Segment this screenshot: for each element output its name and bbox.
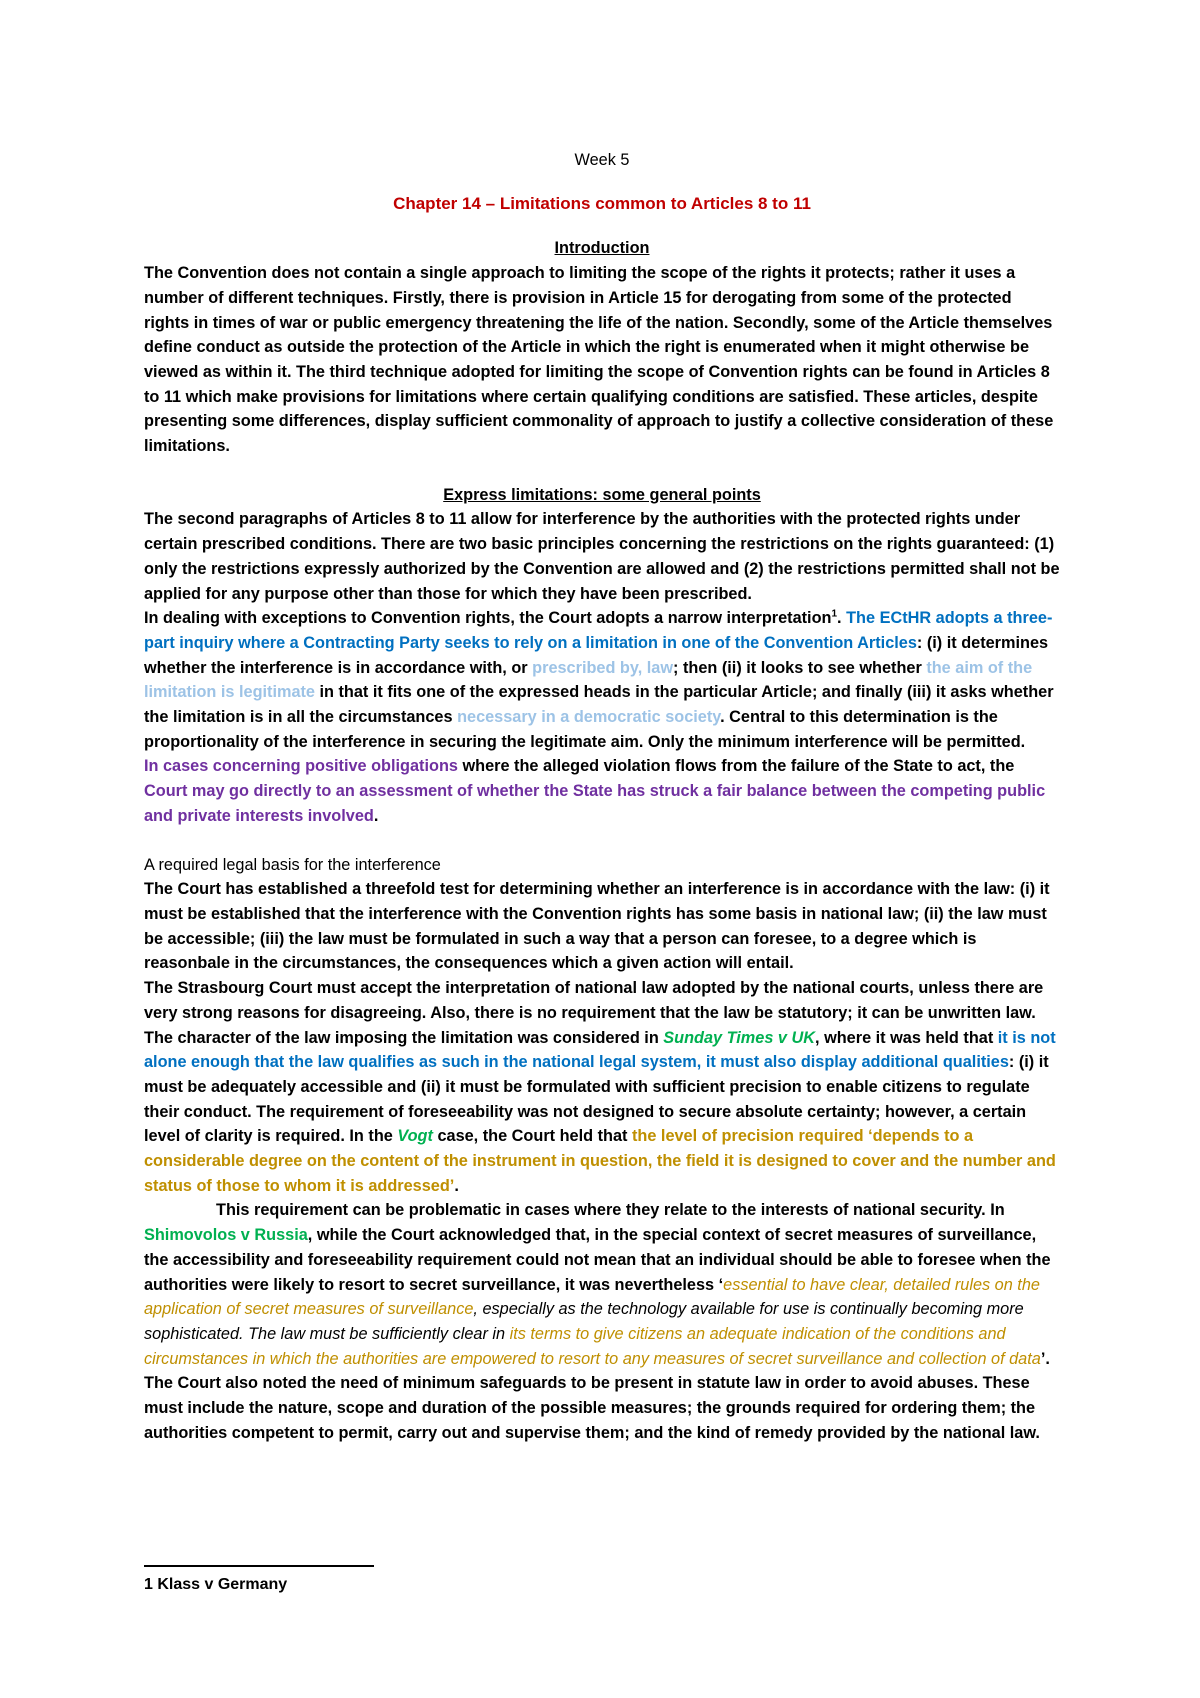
highlight-additional-qualities: it is not alone enough that the law qualifies as such in the national legal system, it must also display additional qualities — [144, 1028, 1056, 1072]
text-run: This requirement can be problematic in cases where they relate to the interests of national security. In — [216, 1201, 1005, 1220]
legal-basis-paragraph-1: The Court has established a threefold test for determining whether an interference is in accordance with the law: (i) it must be established that the interference with the Convention rights has some basis in national law; (ii) the law must be accessible; (iii) the law must be formulated in such a way that a person can foresee, to a degree which is reasonbale in the circumstances, the consequences which a given action will entail. — [144, 880, 1050, 973]
introduction-heading: Introduction — [554, 239, 650, 258]
legal-basis-paragraph-3 — [144, 1198, 1060, 1445]
quote-adequate-indication: its terms to give citizens an adequate indication of the conditions and circumstances in which the authorities are empowered to resort to any measures of secret surveillance and collection of data — [144, 1324, 1041, 1368]
highlight-necessary-democratic-society: necessary in a democratic society — [457, 708, 721, 727]
text-run: ’. The Court also noted the need of minimum safeguards to be present in statute law in order to avoid abuses. These must include the nature, scope and duration of the possible measures; the grounds required for ordering them; the authorities competent to permit, carry out and supervise them; and the kind of remedy provided by the national law. — [144, 1349, 1050, 1442]
case-vogt: Vogt — [397, 1127, 433, 1146]
text-run: In dealing with exceptions to Convention rights, the Court adopts a narrow interpretation — [144, 609, 832, 628]
document-body — [144, 148, 1060, 1445]
highlight-fair-balance: Court may go directly to an assessment of whether the State has struck a fair balance between the competing public and private interests involved — [144, 782, 1046, 825]
case-shimovolos: Shimovolos v Russia — [144, 1226, 308, 1245]
express-limitations-paragraph-1: The second paragraphs of Articles 8 to 11 allow for interference by the authorities with the protected rights under certain prescribed conditions. There are two basic principles concerning the restrictions on the rights guaranteed: (1) only the restrictions expressly authorized by the Convention are allowed and (2) the restrictions permitted shall not be applied for any purpose other than those for which they have been prescribed. — [144, 510, 1060, 603]
quote-technology: , especially as the technology available for use is continually becoming more sophisticated. The law must be sufficiently clear in — [144, 1300, 1024, 1343]
text-run: ; then (ii) it looks to see whether — [673, 658, 927, 677]
highlight-positive-obligations: In cases concerning positive obligations — [144, 757, 458, 776]
legal-basis-paragraph-2 — [144, 976, 1060, 1198]
highlight-level-of-precision: the level of precision required ‘depends to a considerable degree on the content of the instrument in question, the field it is designed to cover and the number and status of those to whom it is addressed’ — [144, 1127, 1056, 1195]
footnote-1: 1 Klass v Germany — [144, 1576, 288, 1593]
introduction-paragraph: The Convention does not contain a single approach to limiting the scope of the rights it protects; rather it uses a number of different techniques. Firstly, there is provision in Article 15 for derogating from some of the protected rights in times of war or public emergency threatening the life of the nation. Secondly, some of the Article themselves define conduct as outside the protection of the Article in which the right is enumerated when it might otherwise be viewed as within it. The third technique adopted for limiting the scope of Convention rights can be found in Articles 8 to 11 which make provisions for limitations where certain qualifying conditions are satisfied. These articles, despite presenting some differences, display sufficient commonality of approach to justify a collective consideration of these limitations. — [144, 264, 1054, 456]
text-run: . — [373, 806, 379, 825]
text-run: in that it fits one of the expressed heads in the particular Article; and finally (iii) it asks whether the limitation is in all the circumstances — [144, 683, 1054, 727]
week-title: Week 5 — [574, 151, 630, 169]
highlight-three-part-inquiry: The ECtHR adopts a three-part inquiry where a Contracting Party seeks to rely on a limitation in one of the Convention Articles — [144, 609, 1053, 652]
case-sunday-times: Sunday Times v UK — [663, 1028, 816, 1047]
legal-basis-heading: A required legal basis for the interference — [144, 855, 441, 874]
text-run: where the alleged violation flows from the failure of the State to act, the — [457, 757, 1015, 776]
quote-clear-detailed-rules: essential to have clear, detailed rules on the application of secret measures of surveillance — [144, 1275, 1040, 1319]
express-limitations-paragraph-2 — [144, 606, 1060, 754]
text-run: . — [837, 609, 847, 628]
chapter-title: Chapter 14 – Limitations common to Articles 8 to 11 — [393, 193, 811, 213]
express-limitations-heading: Express limitations: some general points — [443, 485, 761, 504]
text-run: : (i) it determines whether the interference is in accordance with, or — [144, 633, 1049, 677]
text-run: case, the Court held that — [432, 1127, 632, 1146]
footnote-reference: 1 — [831, 608, 838, 620]
text-run: , where it was held that — [815, 1028, 998, 1047]
highlight-prescribed-by-law: prescribed by, law — [532, 658, 674, 677]
footnote-separator — [144, 1565, 374, 1567]
express-limitations-paragraph-3 — [144, 754, 1060, 828]
text-run: . Central to this determination is the proportionality of the interference in securing the legitimate aim. Only the minimum interference will be permitted. — [144, 708, 1026, 751]
text-run: . — [454, 1176, 459, 1195]
text-run: The Strasbourg Court must accept the interpretation of national law adopted by the national courts, unless there are very strong reasons for disagreeing. Also, there is no requirement that the law be statutory; it can be unwritten law. The character of the law imposing the limitation was considered in — [144, 979, 1044, 1047]
text-run: : (i) it must be adequately accessible and (ii) it must be formulated with sufficient precision to enable citizens to regulate their conduct. The requirement of foreseeability was not designed to secure absolute certainty; however, a certain level of clarity is required. In the — [144, 1053, 1049, 1146]
highlight-legitimate-aim: the aim of the limitation is legitimate — [144, 658, 1033, 702]
text-run: , while the Court acknowledged that, in the special context of secret measures of surveillance, the accessibility and foreseeability requirement could not mean that an individual should be able to foresee when the authorities were likely to resort to secret surveillance, it was nevertheless ‘ — [144, 1226, 1051, 1294]
